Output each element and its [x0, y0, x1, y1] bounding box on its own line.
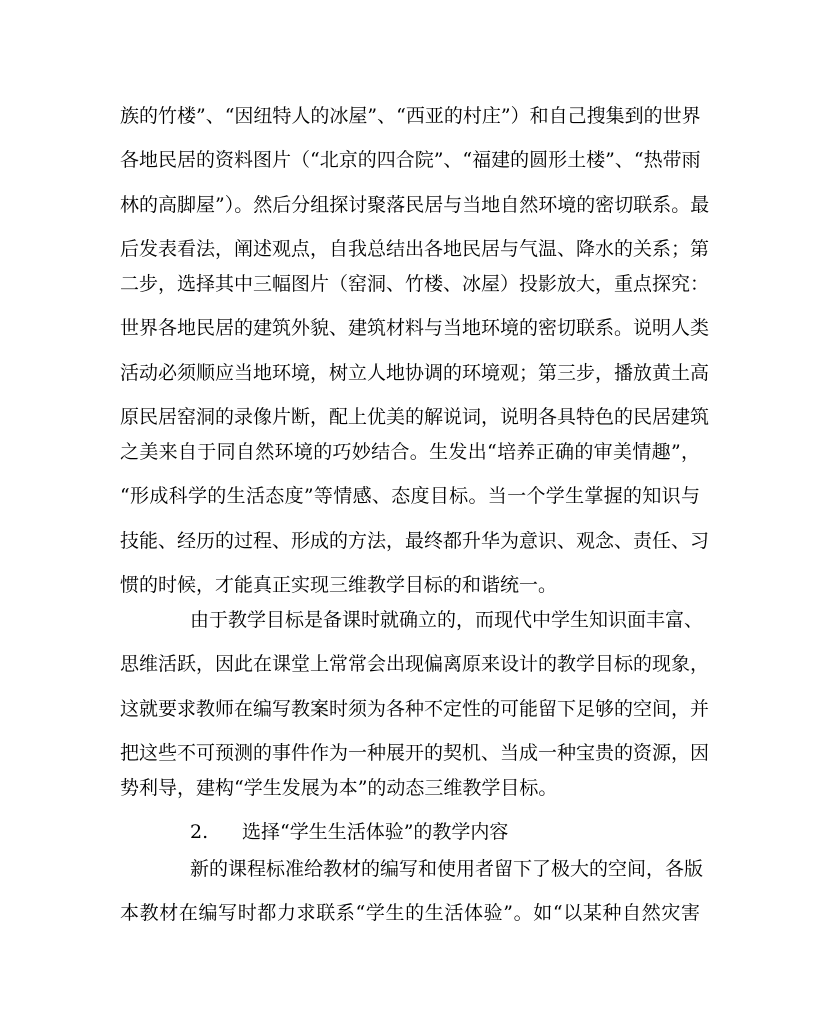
- paragraph-3-line: 新的课程标准给教材的编写和使用者留下了极大的空间，各版: [190, 858, 704, 880]
- paragraph-1-line: 原民居窑洞的录像片断，配上优美的解说词，说明各具特色的民居建筑: [120, 406, 710, 428]
- section-title: 选择“学生生活体验”的教学内容: [242, 821, 509, 843]
- paragraph-1-line: 之美来自于同自然环境的巧妙结合。生发出“培养正确的审美情趣”，: [120, 441, 700, 463]
- paragraph-2-line: 思维活跃，因此在课堂上常常会出现偏离原来设计的教学目标的现象，: [120, 653, 710, 675]
- paragraph-1-line: 技能、经历的过程、形成的方法，最终都升华为意识、观念、责任、习: [120, 530, 710, 552]
- paragraph-1-line: 族的竹楼”、“因纽特人的冰屋”、“西亚的村庄”）和自己搜集到的世界: [120, 105, 701, 127]
- paragraph-1-line: 惯的时候，才能真正实现三维教学目标的和谐统一。: [120, 574, 558, 596]
- paragraph-2-line: 由于教学目标是备课时就确立的，而现代中学生知识面丰富、: [190, 609, 704, 631]
- paragraph-2-line: 势利导，建构“学生发展为本”的动态三维教学目标。: [120, 777, 558, 799]
- paragraph-1-line: 活动必须顺应当地环境，树立人地协调的环境观；第三步，播放黄土高: [120, 362, 710, 384]
- paragraph-1-line: 世界各地民居的建筑外貌、建筑材料与当地环境的密切联系。说明人类: [120, 317, 710, 339]
- section-number: 2.: [190, 821, 209, 843]
- section-heading: [190, 820, 508, 844]
- paragraph-1-line: 二步，选择其中三幅图片（窑洞、竹楼、冰屋）投影放大，重点探究：: [120, 273, 710, 295]
- paragraph-2-line: 这就要求教师在编写教案时须为各种不定性的可能留下足够的空间，并: [120, 698, 710, 720]
- paragraph-1-line: 后发表看法，阐述观点，自我总结出各地民居与气温、降水的关系；第: [120, 238, 710, 260]
- paragraph-1-line: 林的高脚屋”）。然后分组探讨聚落民居与当地自然环境的密切联系。最: [120, 194, 710, 216]
- paragraph-1-line: “形成科学的生活态度”等情感、态度目标。当一个学生掌握的知识与: [120, 485, 700, 507]
- paragraph-1-line: 各地民居的资料图片（“北京的四合院”、“福建的圆形土楼”、“热带雨: [120, 149, 701, 171]
- paragraph-3-line: 本教材在编写时都力求联系“学生的生活体验”。如“以某种自然灾害: [120, 902, 700, 924]
- paragraph-2-line: 把这些不可预测的事件作为一种展开的契机、当成一种宝贵的资源，因: [120, 742, 710, 764]
